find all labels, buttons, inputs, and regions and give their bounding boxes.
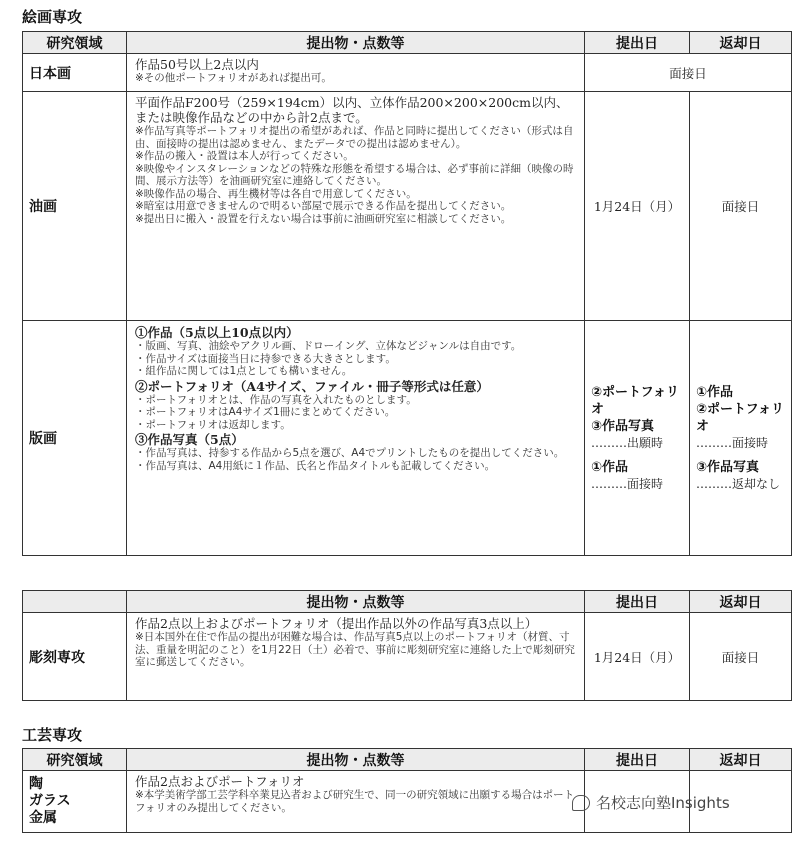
hanga-list-item: ・作品サイズは面接当日に持参できる大きさとします。 <box>135 352 396 365</box>
painting-table <box>22 31 792 556</box>
hanga-list-item: ・版画、写真、油絵やアクリル画、ドローイング、立体などジャンルは自由です。 <box>135 340 522 352</box>
header-items: 提出物・点数等 <box>127 32 585 54</box>
craft-label: 陶 <box>29 776 43 792</box>
yuga-main: 平面作品F200号（259×194cm）以内、立体作品200×200×200cm以内、または映像作品などの中から計2点まで。 <box>135 95 569 125</box>
header-submit-date: 提出日 <box>585 749 690 771</box>
hanga-return <box>690 321 792 556</box>
craft-note: ※本学美術学部工芸学科卒業見込者および研究生で、同一の研究領域に出願する場合はポートフォリオのみ提出してください。 <box>135 789 575 814</box>
hanga-heading-1: ①作品（5点以上10点以内） <box>135 325 299 340</box>
hanga-submit-item: ②ポートフォリオ <box>591 385 679 417</box>
row-label-hanga: 版画 <box>23 321 127 556</box>
chokoku-return: 面接日 <box>690 613 792 701</box>
wechat-icon <box>572 795 590 811</box>
craft-label: 金属 <box>29 810 57 826</box>
hanga-return-item: ②ポートフォリオ <box>696 402 784 434</box>
header-submit-date: 提出日 <box>585 591 690 613</box>
header-field: 研究領域 <box>23 749 127 771</box>
chokoku-main: 作品2点以上およびポートフォリオ（提出作品以外の作品写真3点以上） <box>135 616 538 631</box>
watermark-text: 名校志向塾Insights <box>596 794 730 812</box>
section-title-painting: 絵画専攻 <box>22 8 83 26</box>
hanga-return-item: ③作品写真 <box>696 460 760 475</box>
chokoku-submit: 1月24日（月） <box>585 613 690 701</box>
hanga-list-item: ・組作品に関しては1点としても構いません。 <box>135 365 353 377</box>
yuga-return: 面接日 <box>690 92 792 321</box>
watermark <box>572 792 730 813</box>
yuga-note: ※作品写真等ポートフォリオ提出の希望があれば、作品と同時に提出してください（形式は自由、面接時の提出は認めません、またデータでの提出は認めません）。 <box>135 125 574 150</box>
table-row-yuga <box>23 92 792 321</box>
hanga-submit-timing: ………面接時 <box>591 477 664 491</box>
craft-label: ガラス <box>29 793 71 809</box>
hanga-return-timing: ………面接時 <box>696 436 769 450</box>
hanga-return-timing: ………返却なし <box>696 477 781 491</box>
nihonga-date: 面接日 <box>585 54 792 92</box>
yuga-note: ※映像作品の場合、再生機材等は各自で用意してください。 <box>135 187 417 200</box>
hanga-list-item: ・ポートフォリオとは、作品の写真を入れたものとします。 <box>135 393 417 406</box>
header-items: 提出物・点数等 <box>127 591 585 613</box>
hanga-list-item: ・ポートフォリオはA4サイズ1冊にまとめてください。 <box>135 406 396 418</box>
nihonga-note: ※その他ポートフォリオがあれば提出可。 <box>135 72 332 84</box>
hanga-submit-item: ③作品写真 <box>591 419 655 434</box>
row-label-yuga: 油画 <box>23 92 127 321</box>
row-label-chokoku: 彫刻専攻 <box>23 613 127 701</box>
nihonga-main: 作品50号以上2点以内 <box>135 57 259 72</box>
sculpture-table <box>22 590 792 701</box>
header-return-date: 返却日 <box>690 591 792 613</box>
hanga-list-item: ・ポートフォリオは返却します。 <box>135 418 291 431</box>
header-return-date: 返却日 <box>690 32 792 54</box>
yuga-submit: 1月24日（月） <box>585 92 690 321</box>
header-items: 提出物・点数等 <box>127 749 585 771</box>
hanga-heading-2: ②ポートフォリオ（A4サイズ、ファイル・冊子等形式は任意） <box>135 378 489 394</box>
header-field: 研究領域 <box>23 32 127 54</box>
header-submit-date: 提出日 <box>585 32 690 54</box>
hanga-list-item: ・作品写真は、持参する作品から5点を選び、A4でプリントしたものを提出してください。 <box>135 447 565 459</box>
yuga-note: ※作品の搬入・設置は本人が行ってください。 <box>135 150 354 162</box>
hanga-submit-timing: ………出願時 <box>591 436 664 450</box>
table-row-chokoku <box>23 613 792 701</box>
craft-main: 作品2点およびポートフォリオ <box>135 774 305 789</box>
yuga-note: ※映像やインスタレーションなどの特殊な形態を希望する場合は、必ず事前に詳細（映像の時間、展示方法等）を油画研究室に連絡してください。 <box>135 162 574 187</box>
table-row-nihonga <box>23 54 792 92</box>
header-return-date: 返却日 <box>690 749 792 771</box>
hanga-submit <box>585 321 690 556</box>
table-row-hanga <box>23 321 792 556</box>
row-label-nihonga: 日本画 <box>23 54 127 92</box>
chokoku-note: ※日本国外在住で作品の提出が困難な場合は、作品写真5点以上のポートフォリオ（材質、寸法、重量を明記のこと）を1月22日（土）必着で、事前に彫刻研究室に連絡した上で彫刻研究室に郵送してください。 <box>135 631 575 668</box>
hanga-list-item: ・作品写真は、A4用紙に１作品、氏名と作品タイトルも記載してください。 <box>135 459 496 472</box>
hanga-submit-item: ①作品 <box>591 460 629 475</box>
section-title-crafts: 工芸専攻 <box>22 726 83 744</box>
hanga-return-item: ①作品 <box>696 385 734 400</box>
crafts-table <box>22 748 792 833</box>
yuga-note: ※暗室は用意できませんので明るい部屋で展示できる作品を提出してください。 <box>135 200 512 212</box>
hanga-heading-3: ③作品写真（5点） <box>135 432 244 447</box>
yuga-note: ※提出日に搬入・設置を行えない場合は事前に油画研究室に相談してください。 <box>135 212 512 225</box>
